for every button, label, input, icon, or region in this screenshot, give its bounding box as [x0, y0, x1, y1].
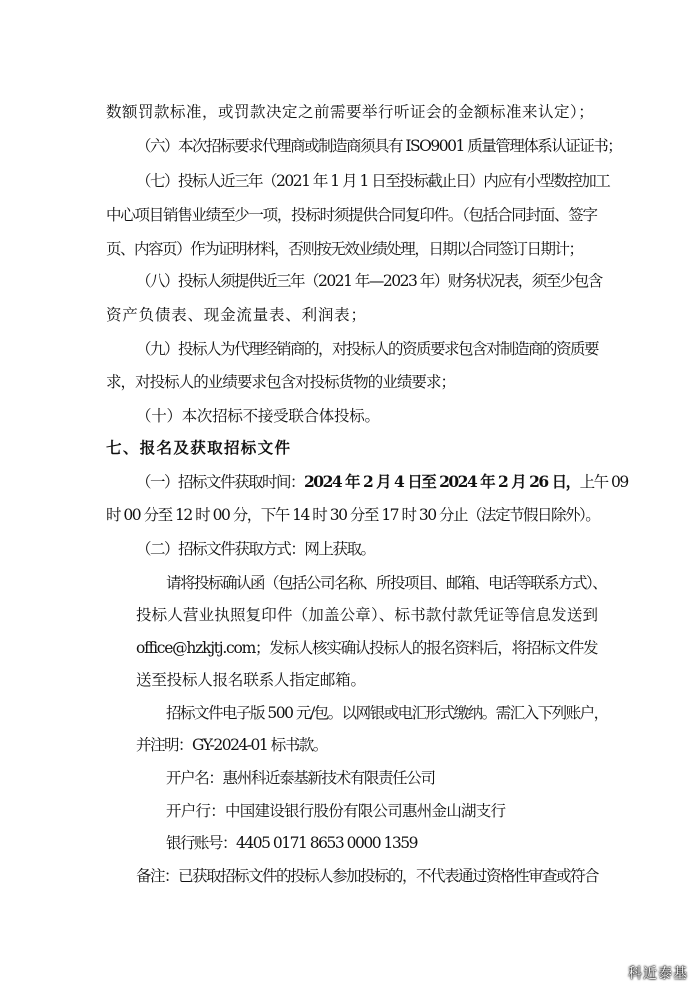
paragraph-line: 资产负债表、现金流量表、利润表； [106, 306, 367, 324]
section-heading: 七、报名及获取招标文件 [106, 438, 292, 457]
paragraph-line: （六）本次招标要求代理商或制造商须具有 ISO9001 质量管理体系认证证书； [136, 137, 622, 155]
paragraph-line: 中心项目销售业绩至少一项，投标时须提供合同复印件。（包括合同封面、签字 [106, 206, 597, 224]
account-name: 开户名：惠州科近泰基新技术有限责任公司 [166, 769, 435, 787]
paragraph-line: （十）本次招标不接受联合体投标。 [136, 407, 380, 425]
paragraph-line: 并注明：GY-2024-01 标书款。 [136, 736, 327, 754]
account-number: 银行账号：4405 0171 8653 0000 1359 [166, 834, 417, 852]
paragraph-line [136, 472, 628, 492]
paragraph-line: office@hzkjtj.com；发标人核实确认投标人的报名资料后，将招标文件发 [136, 639, 598, 657]
paragraph-line: 备注：已获取招标文件的投标人参加投标的，不代表通过资格性审查或符合 [136, 867, 599, 885]
watermark: 科近泰基 [628, 966, 688, 982]
paragraph-line: 时 00 分至 12 时 00 分，下午 14 时 30 分至 17 时 30 分止（法定节假日除外）。 [106, 506, 600, 524]
paragraph-line: （七）投标人近三年（2021 年 1 月 1 日至投标截止日）内应有小型数控加工 [136, 172, 610, 190]
paragraph-line: 招标文件电子版 500 元/包。以网银或电汇形式缴纳。需汇入下列账户， [166, 704, 608, 722]
paragraph-line: （二）招标文件获取方式：网上获取。 [136, 540, 375, 558]
paragraph-line: 投标人营业执照复印件（加盖公章）、标书款付款凭证等信息发送到 [136, 606, 599, 624]
paragraph-line: 页、内容页）作为证明材料，否则按无效业绩处理，日期以合同签订日期计； [106, 240, 583, 258]
paragraph-line: （八）投标人须提供近三年（2021 年—2023 年）财务状况表，须至少包含 [136, 272, 602, 290]
paragraph-line: 送至投标人报名联系人指定邮箱。 [136, 671, 366, 689]
paragraph-line: 数额罚款标准，或罚款决定之前需要举行听证会的金额标准来认定）； [106, 103, 595, 121]
paragraph-line: 求，对投标人的业绩要求包含对投标货物的业绩要求； [106, 373, 456, 391]
text-run: （一）招标文件获取时间： [136, 473, 305, 491]
paragraph-line: 请将投标确认函（包括公司名称、所投项目、邮箱、电话等联系方式）、 [166, 574, 607, 592]
date-range: 2024 年 2 月 4 日至 2024 年 2 月 26 日， [304, 472, 580, 491]
paragraph-line: （九）投标人为代理经销商的，对投标人的资质要求包含对制造商的资质要 [136, 340, 599, 358]
account-bank: 开户行：中国建设银行股份有限公司惠州金山湖支行 [166, 802, 506, 820]
text-run: 上午 09 [579, 473, 628, 491]
